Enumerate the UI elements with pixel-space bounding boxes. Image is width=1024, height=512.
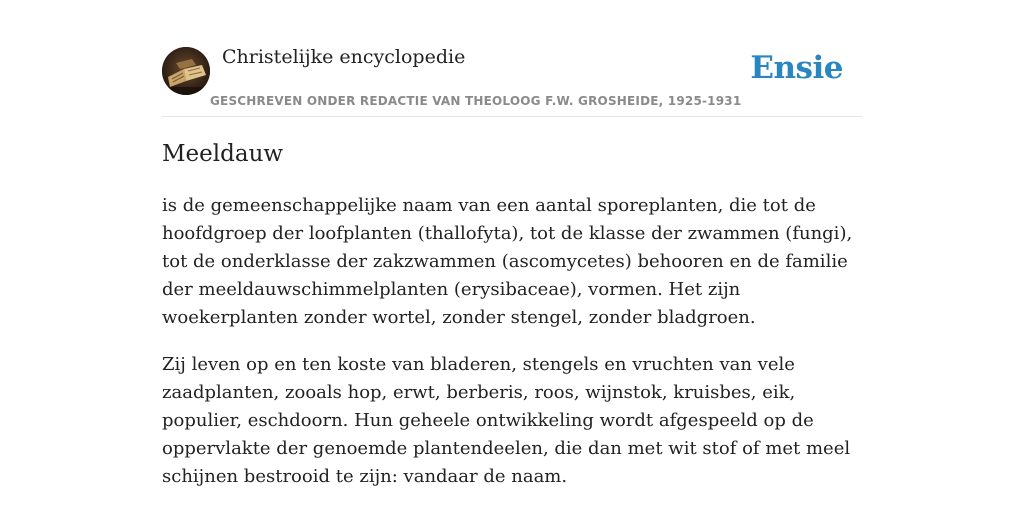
publication-subtitle: GESCHREVEN ONDER REDACTIE VAN THEOLOOG F.W. GROSHEIDE, 1925-1931 [210, 94, 742, 108]
article-body [162, 192, 862, 510]
publication-title[interactable]: Christelijke encyclopedie [222, 46, 466, 68]
page-container [162, 0, 862, 487]
header [162, 0, 862, 117]
open-book-icon [162, 47, 210, 95]
article-title: Meeldauw [162, 141, 284, 167]
publication-avatar[interactable] [162, 47, 210, 95]
article-paragraph: Zij leven op en ten koste van bladeren, stengels en vruchten van vele zaadplanten, zooals hop, erwt, berberis, roos, wijnstok, kruisbes, eik, populier, eschdoorn. Hun geheele ontwikkeling wordt afgespeeld op de oppervlakte der genoemde plantendeelen, die dan met wit stof of met meel schijnen bestrooid te zijn: vandaar de naam. [162, 354, 851, 487]
brand-logo[interactable]: Ensie [750, 50, 843, 86]
article-paragraph: is de gemeenschappelijke naam van een aantal sporeplanten, die tot de hoofdgroep der loofplanten (thallofyta), tot de klasse der zwammen (fungi), tot de onderklasse der zakzwammen (ascomycetes) behooren en de familie der meeldauwschimmelplanten (erysibaceae), vormen. Het zijn woekerplanten zonder wortel, zonder stengel, zonder bladgroen. [162, 195, 853, 328]
